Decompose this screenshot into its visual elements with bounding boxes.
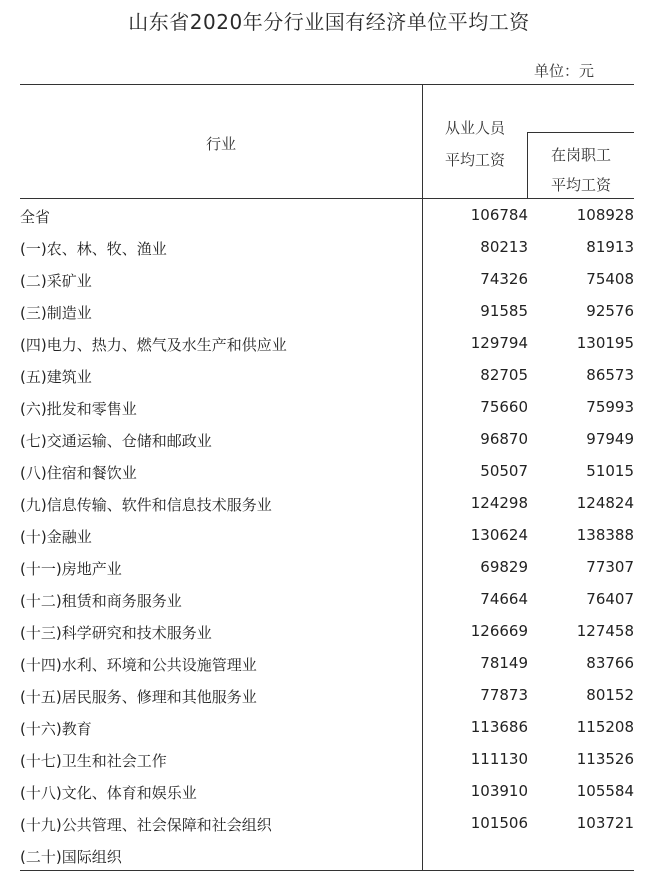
staff-avg-wage: 108928 (576, 206, 634, 224)
industry-name: (十四)水利、环境和公共设施管理业 (20, 656, 257, 674)
table-row (20, 264, 634, 296)
table-row (20, 552, 634, 584)
industry-name: (九)信息传输、软件和信息技术服务业 (20, 496, 272, 514)
industry-name: (十一)房地产业 (20, 560, 122, 578)
industry-name: (十三)科学研究和技术服务业 (20, 624, 212, 642)
employee-avg-wage: 96870 (480, 430, 528, 448)
table-row (20, 328, 634, 360)
staff-avg-wage: 105584 (576, 782, 634, 800)
industry-name: (二十)国际组织 (20, 848, 122, 866)
staff-avg-wage: 127458 (576, 622, 634, 640)
employee-avg-wage: 74664 (480, 590, 528, 608)
employee-avg-wage: 50507 (480, 462, 528, 480)
table-row (20, 360, 634, 392)
table-row (20, 520, 634, 552)
table-row (20, 808, 634, 840)
header-employee-line1: 从业人员 (444, 119, 505, 137)
staff-avg-wage: 80152 (586, 686, 634, 704)
staff-avg-wage: 51015 (586, 462, 634, 480)
employee-avg-wage: 74326 (480, 270, 528, 288)
employee-avg-wage: 80213 (480, 238, 528, 256)
header-industry: 行业 (205, 135, 236, 153)
staff-avg-wage: 113526 (576, 750, 634, 768)
employee-avg-wage: 91585 (480, 302, 528, 320)
table-row (20, 296, 634, 328)
staff-avg-wage: 124824 (576, 494, 634, 512)
industry-name: (八)住宿和餐饮业 (20, 464, 137, 482)
header-employee-line2: 平均工资 (444, 151, 505, 169)
staff-avg-wage: 83766 (586, 654, 634, 672)
table-row (20, 744, 634, 776)
industry-name: (三)制造业 (20, 304, 92, 322)
employee-avg-wage: 113686 (470, 718, 528, 736)
industry-name: (十六)教育 (20, 720, 92, 738)
employee-avg-wage: 130624 (470, 526, 528, 544)
table-row (20, 200, 634, 232)
header-bottom-rule (20, 198, 634, 199)
staff-avg-wage: 81913 (586, 238, 634, 256)
industry-name: (二)采矿业 (20, 272, 92, 290)
header-staff-line2: 平均工资 (550, 176, 611, 194)
employee-avg-wage: 78149 (480, 654, 528, 672)
staff-avg-wage: 75408 (586, 270, 634, 288)
unit-label: 单位：元 (533, 62, 594, 80)
industry-name: (七)交通运输、仓储和邮政业 (20, 432, 212, 450)
staff-avg-wage: 138388 (576, 526, 634, 544)
employee-avg-wage: 101506 (470, 814, 528, 832)
table-top-rule (20, 84, 634, 85)
table-row (20, 392, 634, 424)
industry-name: 全省 (20, 208, 51, 226)
table-row (20, 680, 634, 712)
employee-avg-wage: 77873 (480, 686, 528, 704)
industry-name: (一)农、林、牧、渔业 (20, 240, 167, 258)
employee-avg-wage: 106784 (470, 206, 528, 224)
staff-avg-wage: 103721 (576, 814, 634, 832)
industry-name: (四)电力、热力、燃气及水生产和供应业 (20, 336, 287, 354)
employee-avg-wage: 111130 (470, 750, 528, 768)
staff-avg-wage: 86573 (586, 366, 634, 384)
staff-avg-wage: 97949 (586, 430, 634, 448)
employee-avg-wage: 82705 (480, 366, 528, 384)
table-row (20, 232, 634, 264)
staff-avg-wage: 130195 (576, 334, 634, 352)
staff-header-rule (528, 132, 634, 133)
industry-name: (十八)文化、体育和娱乐业 (20, 784, 197, 802)
table-row (20, 776, 634, 808)
table-row (20, 456, 634, 488)
industry-name: (十五)居民服务、修理和其他服务业 (20, 688, 257, 706)
industry-name: (十二)租赁和商务服务业 (20, 592, 182, 610)
table-row (20, 584, 634, 616)
employee-avg-wage: 124298 (470, 494, 528, 512)
staff-avg-wage: 115208 (576, 718, 634, 736)
employee-avg-wage: 75660 (480, 398, 528, 416)
table-row (20, 488, 634, 520)
industry-name: (十)金融业 (20, 528, 92, 546)
industry-name: (十九)公共管理、社会保障和社会组织 (20, 816, 272, 834)
table-row (20, 840, 634, 872)
staff-avg-wage: 77307 (586, 558, 634, 576)
employee-avg-wage: 103910 (470, 782, 528, 800)
employee-avg-wage: 129794 (470, 334, 528, 352)
employee-avg-wage: 69829 (480, 558, 528, 576)
industry-name: (十七)卫生和社会工作 (20, 752, 167, 770)
page-title: 山东省2020年分行业国有经济单位平均工资 (128, 10, 530, 34)
industry-name: (六)批发和零售业 (20, 400, 137, 418)
header-staff-line1: 在岗职工 (550, 146, 611, 164)
employee-avg-wage: 126669 (470, 622, 528, 640)
table-row (20, 648, 634, 680)
table-row (20, 424, 634, 456)
staff-avg-wage: 75993 (586, 398, 634, 416)
table-row (20, 616, 634, 648)
staff-avg-wage: 76407 (586, 590, 634, 608)
staff-avg-wage: 92576 (586, 302, 634, 320)
table-row (20, 712, 634, 744)
industry-name: (五)建筑业 (20, 368, 92, 386)
